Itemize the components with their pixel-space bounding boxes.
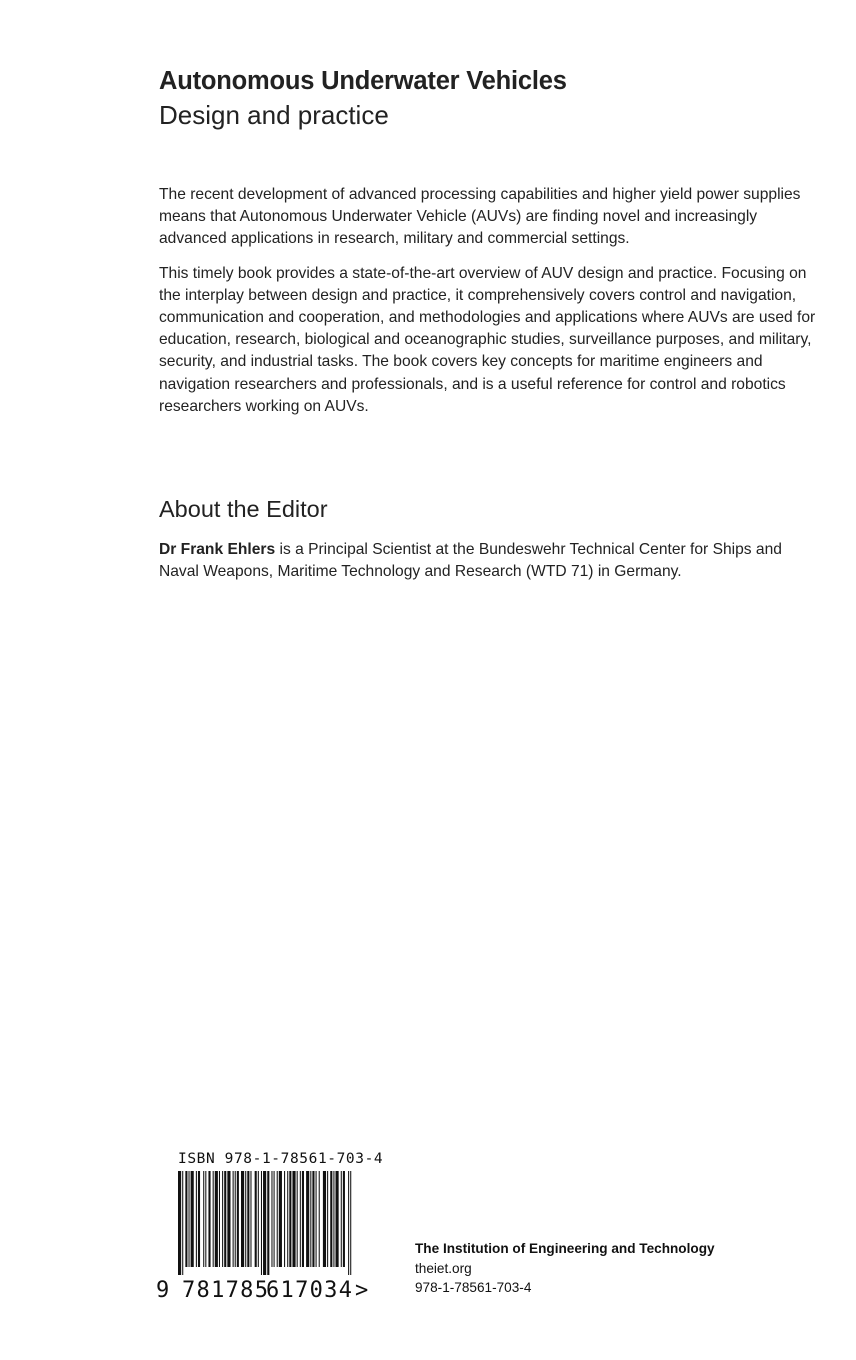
barcode-bar: [215, 1171, 218, 1267]
barcode-bar: [185, 1171, 187, 1267]
publisher-name: The Institution of Engineering and Technology: [415, 1241, 715, 1256]
barcode-digits-left: 781785: [182, 1278, 270, 1301]
barcode-bar: [277, 1171, 278, 1267]
barcode-bar: [274, 1171, 275, 1267]
editor-name: Dr Frank Ehlers: [159, 541, 276, 558]
barcode-bar: [343, 1171, 345, 1267]
description-paragraph: The recent development of advanced processing capabilities and higher yield power supplies means that Autonomous Underwater Vehicle (AUVs) are finding novel and increasingly advanced applications in research, military and commercial settings.: [159, 186, 801, 248]
barcode-bar: [341, 1171, 342, 1267]
barcode-bar: [237, 1171, 239, 1267]
barcode-first-digit: 9: [156, 1278, 170, 1301]
isbn-label: ISBN 978-1-78561-703-4: [178, 1151, 384, 1167]
barcode-bar: [182, 1171, 183, 1275]
publisher-isbn: 978-1-78561-703-4: [415, 1280, 532, 1295]
barcode-bar: [319, 1171, 320, 1267]
editor-bio: [159, 539, 819, 583]
description-paragraph: This timely book provides a state-of-the-art overview of AUV design and practice. Focusing on the interplay between design and practice, it comprehensively covers control and navigation, communication and cooperation, and methodologies and applications where AUVs are used for education, research, biological and oceanographic studies, surveillance purposes, and military, security, and industrial tasks. The book covers key concepts for maritime engineers and navigation researchers and professionals, and is a useful reference for control and robotics researchers working on AUVs.: [159, 264, 816, 415]
barcode-bar: [224, 1171, 226, 1267]
barcode-bar: [247, 1171, 249, 1267]
title-block: [159, 64, 819, 132]
barcode-bar: [191, 1171, 194, 1267]
barcode-bar: [292, 1171, 295, 1267]
barcode-bar: [198, 1171, 200, 1267]
barcode-bar: [302, 1171, 304, 1267]
barcode-bar: [235, 1171, 236, 1267]
about-editor-heading: About the Editor: [159, 496, 328, 522]
barcode-bar: [208, 1171, 210, 1267]
barcode-bar: [227, 1171, 230, 1267]
barcode-bar: [284, 1171, 285, 1267]
barcode-bar: [245, 1171, 246, 1267]
barcode-bar: [297, 1171, 298, 1267]
book-description: [159, 184, 819, 430]
barcode-bar: [323, 1171, 326, 1267]
barcode-bar: [258, 1171, 259, 1267]
publisher-website: theiet.org: [415, 1260, 472, 1276]
barcode-icon: [156, 1169, 376, 1301]
barcode-bar: [189, 1171, 190, 1267]
barcode-bar: [267, 1171, 269, 1275]
barcode-bar: [219, 1171, 220, 1267]
barcode-bar: [310, 1171, 311, 1267]
barcode-bar: [289, 1171, 291, 1267]
barcode-digits-right: 617034: [266, 1278, 354, 1301]
book-title: Autonomous Underwater Vehicles: [159, 67, 567, 95]
barcode-bar: [350, 1171, 351, 1275]
barcode-bar: [300, 1171, 301, 1267]
barcode-bar: [233, 1171, 234, 1267]
barcode-bar: [287, 1171, 288, 1267]
barcode-bar: [333, 1171, 334, 1267]
barcode-bar: [279, 1171, 282, 1267]
book-subtitle: Design and practice: [159, 100, 389, 130]
barcode-quiet-zone-mark: >: [355, 1278, 369, 1301]
barcode-bar: [255, 1171, 257, 1267]
barcode-bar: [250, 1171, 251, 1267]
publisher-info: [415, 1239, 715, 1298]
barcode-bar: [330, 1171, 332, 1267]
barcode-bars: [178, 1171, 351, 1275]
barcode-bar: [205, 1171, 206, 1267]
barcode-bar: [271, 1171, 272, 1267]
barcode-bar: [306, 1171, 309, 1267]
barcode-bar: [336, 1171, 339, 1267]
barcode-bar: [241, 1171, 244, 1267]
barcode-bar: [327, 1171, 328, 1267]
barcode-bar: [196, 1171, 197, 1267]
barcode-bar: [213, 1171, 214, 1267]
editor-bio-text: is a Principal Scientist at the Bundeswehr Technical Center for Ships and Naval Weapons, Maritime Technology and Research (WTD 71) in Germany.: [159, 541, 782, 581]
barcode-bar: [263, 1171, 266, 1275]
barcode-bar: [261, 1171, 262, 1275]
barcode-bar: [203, 1171, 204, 1267]
barcode-bar: [312, 1171, 314, 1267]
barcode-bar: [222, 1171, 223, 1267]
barcode-bar: [348, 1171, 349, 1275]
isbn-barcode: [156, 1151, 384, 1301]
barcode-bar: [316, 1171, 317, 1267]
barcode-bar: [178, 1171, 181, 1275]
